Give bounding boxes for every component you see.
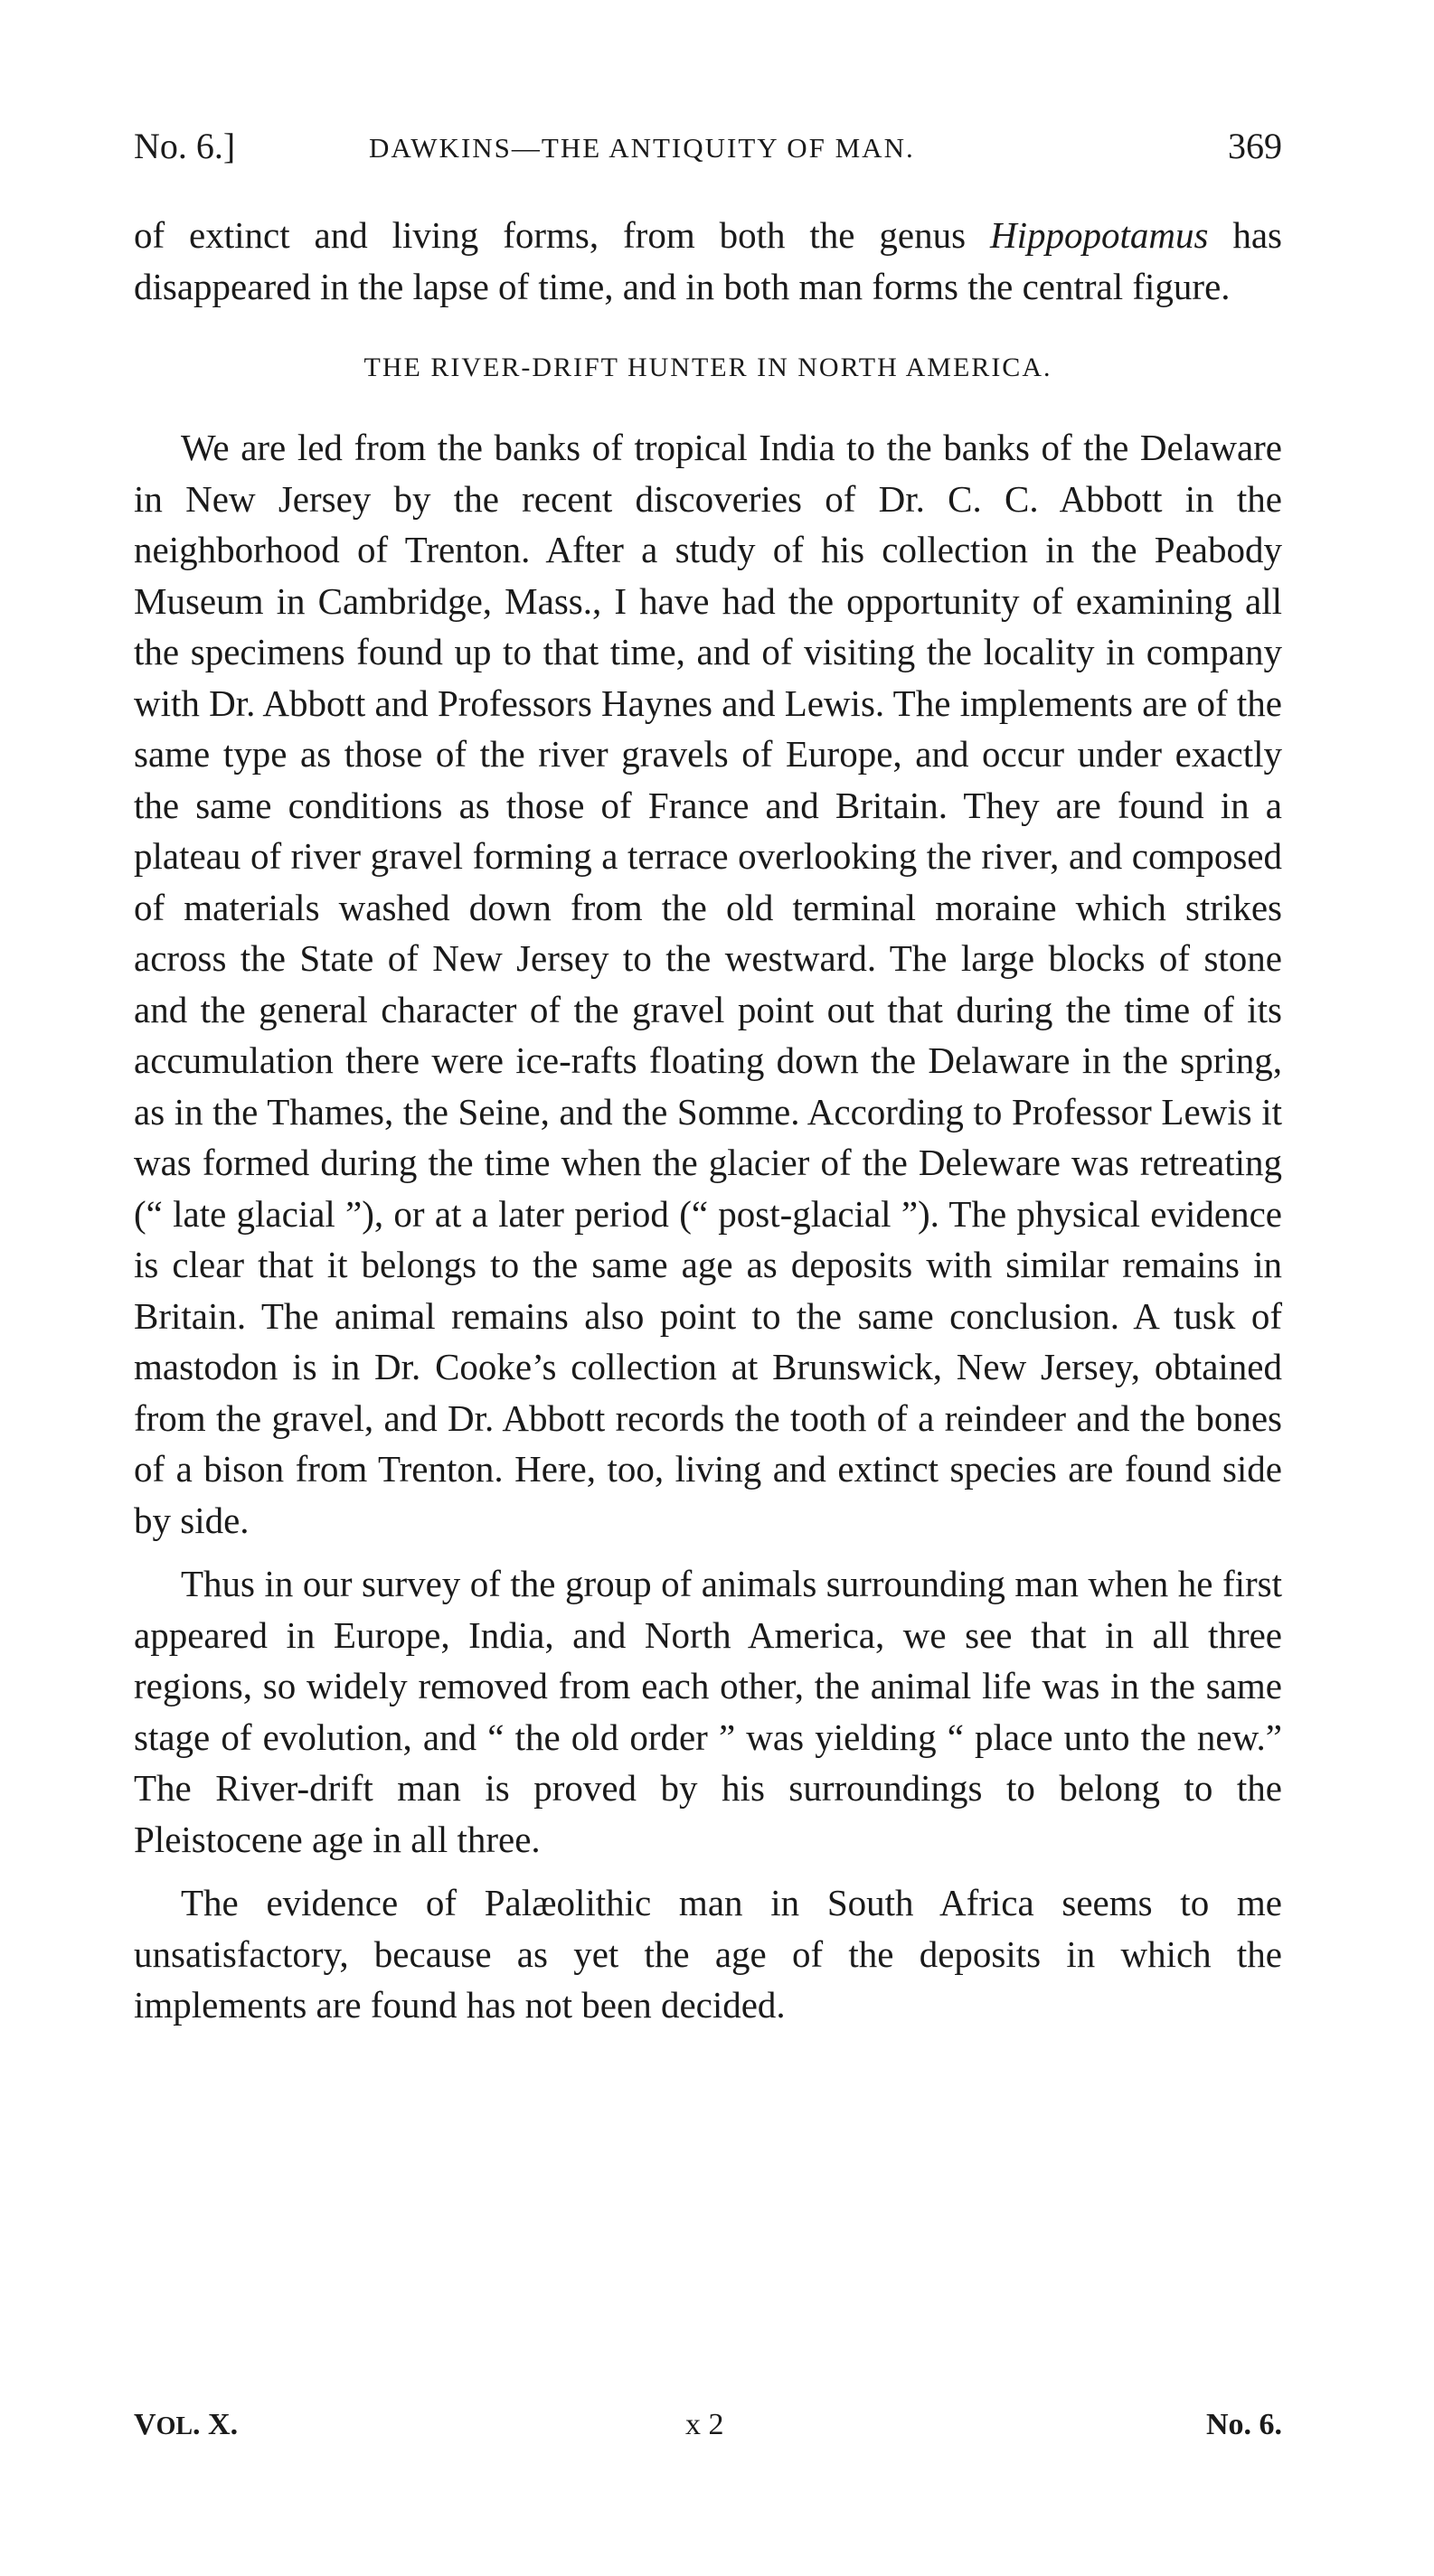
text-body [134,210,1282,2031]
paragraph-1: We are led from the banks of tropical India to the banks of the Delaware in New Jersey by the recent discoveries of Dr. C. C. Abbott in the neighborhood of Trenton. After a study of his collection in the Peabody Museum in Cambridge, Mass., I have had the opportunity of examining all the specimens found up to that time, and of visiting the locality in company with Dr. Abbott and Professors Haynes and Lewis. The implements are of the same type as those of the river gravels of Europe, and occur under exactly the same conditions as those of France and Britain. They are found in a plateau of river gravel forming a terrace overlooking the river, and composed of materials washed down from the old terminal moraine which strikes across the State of New Jersey to the westward. The large blocks of stone and the general character of the gravel point out that during the time of its accumulation there were ice-rafts floating down the Delaware in the spring, as in the Thames, the Seine, and the Somme. According to Professor Lewis it was formed during the time when the glacier of the Deleware was retreating (“ late glacial ”), or at a later period (“ post-glacial ”). The physical evidence is clear that it belongs to the same age as deposits with similar remains in Britain. The animal remains also point to the same conclusion. A tusk of mastodon is in Dr. Cooke’s collection at Brunswick, New Jersey, obtained from the gravel, and Dr. Abbott records the tooth of a reindeer and the bones of a bison from Trenton. Here, too, living and extinct species are found side by side. [134,427,1282,1541]
paragraph-3: The evidence of Palæolithic man in South Africa seems to me unsatisfactory, because as yet the age of the deposits in which the implements are found has not been decided. [134,1882,1282,2026]
intro-text-start: of extinct and living forms, from both the genus [134,214,990,256]
volume-label [134,2402,238,2449]
running-head [134,118,1282,175]
section-heading: THE RIVER-DRIFT HUNTER IN NORTH AMERICA. [363,353,1052,382]
volume-suffix: . X. [193,2408,239,2441]
volume-prefix: V [134,2408,156,2441]
paragraph-2: Thus in our survey of the group of animals surrounding man when he first appeared in Europe, India, and North America, we see that in all three regions, so widely removed from each other, the animal life was in the same stage of evolution, and “ the old order ” was yielding “ place unto the new.” The River-drift man is proved by his surroundings to belong to the Pleistocene age in all three. [134,1563,1282,1860]
paragraph-gap [134,1865,1282,1877]
genus-name: Hippopotamus [989,214,1209,256]
volume-small-caps: OL [156,2412,193,2440]
page-number: 369 [1228,126,1282,166]
running-title: DAWKINS—THE ANTIQUITY OF MAN. [369,132,915,164]
intro-paragraph [134,210,1282,312]
page-footer [134,2402,1282,2448]
footer-number: No. 6. [1205,2408,1282,2441]
issue-number: No. 6.] [134,126,236,166]
signature-mark: x 2 [685,2408,724,2441]
intro-text-end: has disappeared in the lapse of time, and in both man forms the central figure. [134,214,1283,307]
paragraph-gap [134,1546,1282,1558]
